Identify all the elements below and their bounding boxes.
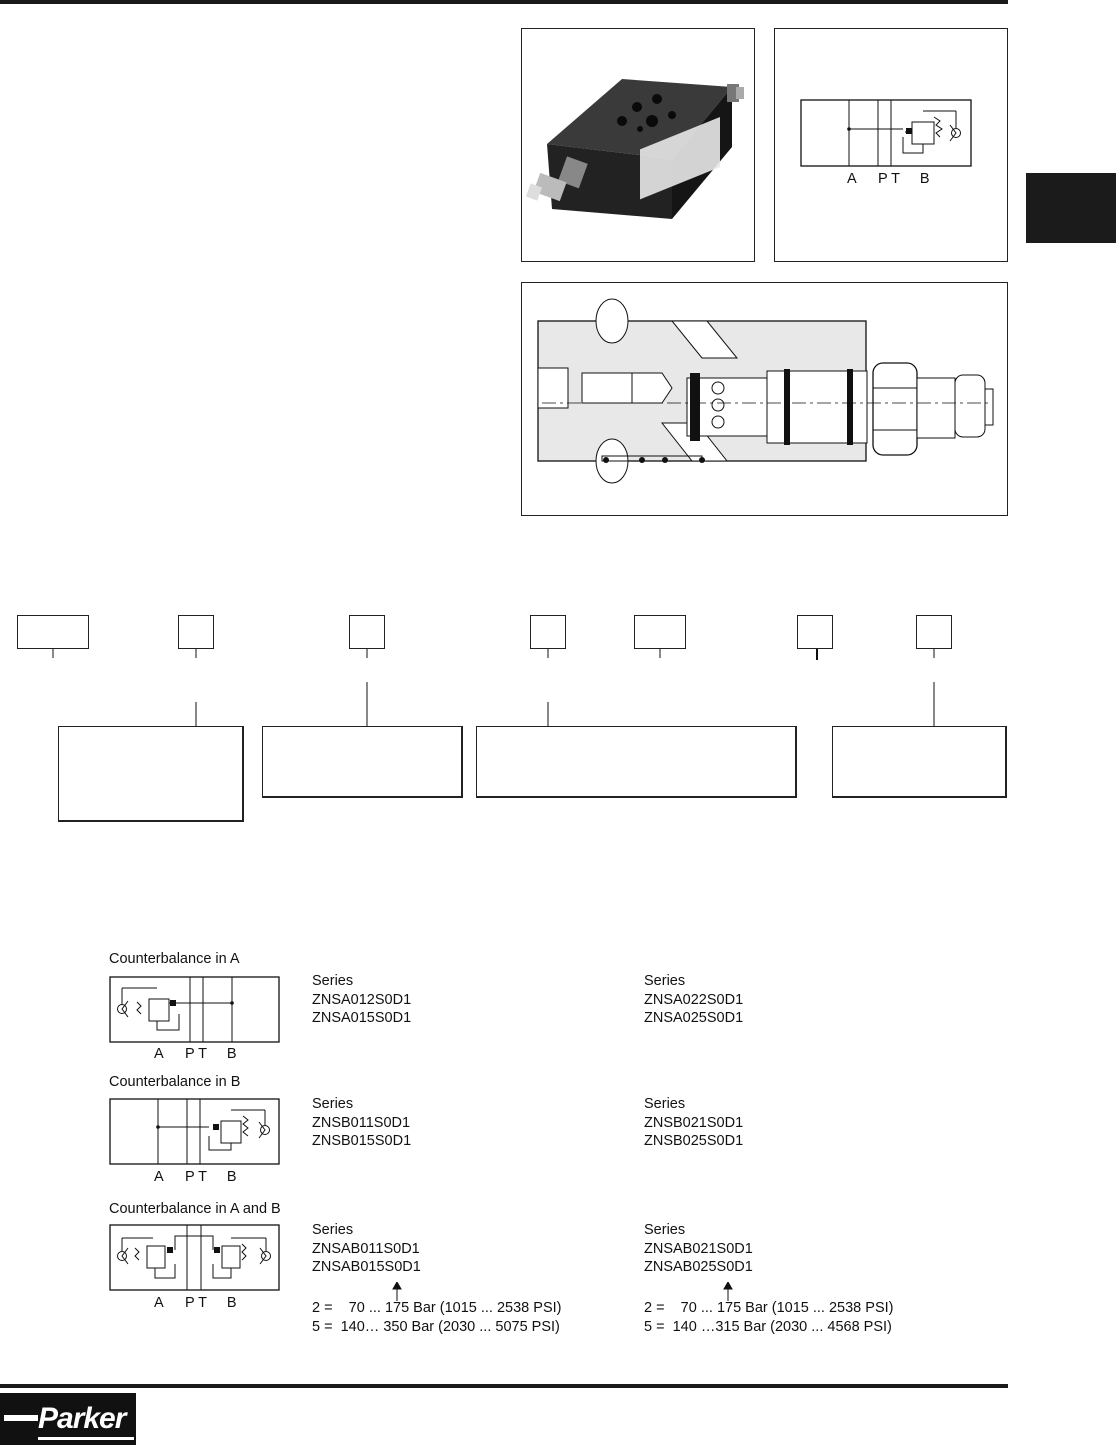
series-code: ZNSB025S0D1 [644, 1133, 744, 1149]
circuit-symbol-a [109, 976, 281, 1044]
series-code: ZNSA015S0D1 [312, 1010, 412, 1026]
port-t: T [198, 1169, 207, 1185]
symbol-port-b: B [919, 171, 930, 187]
code-connector-lines [0, 649, 1116, 729]
code-box-5 [634, 615, 686, 649]
code-box-4 [530, 615, 566, 649]
series-code: ZNSB011S0D1 [312, 1114, 411, 1131]
series-heading: Series [312, 1222, 354, 1238]
port-p: P [184, 1046, 195, 1062]
port-a: A [154, 1295, 163, 1311]
port-p: P [184, 1295, 195, 1311]
hydraulic-symbol [775, 29, 1006, 260]
symbol-port-labels [847, 171, 929, 187]
series-heading: Series [644, 1222, 686, 1238]
series-a-col2 [644, 972, 743, 1028]
logo-bar-underline [38, 1437, 134, 1440]
cross-section-drawing [522, 283, 1006, 514]
series-code: ZNSA012S0D1 [312, 991, 412, 1008]
top-rule [0, 0, 1008, 4]
pressure-range: 5 = 140… 350 Bar (2030 ... 5075 PSI) [312, 1318, 560, 1335]
port-b: B [226, 1046, 237, 1062]
port-a: A [154, 1169, 163, 1185]
logo-bar-left [4, 1415, 38, 1421]
series-ab-col2 [644, 1221, 753, 1277]
series-code: ZNSA022S0D1 [644, 991, 744, 1008]
port-b: B [226, 1295, 237, 1311]
code-box-1 [17, 615, 89, 649]
port-p: P [184, 1169, 195, 1185]
series-heading: Series [312, 1096, 354, 1112]
code-box-6 [797, 615, 833, 649]
symbol-port-p: P [877, 171, 888, 187]
series-code: ZNSAB015S0D1 [312, 1259, 421, 1275]
series-heading: Series [644, 973, 686, 989]
pressure-range: 5 = 140 …315 Bar (2030 ... 4568 PSI) [644, 1318, 892, 1335]
cross-section-frame [521, 282, 1008, 516]
bottom-rule [0, 1384, 1008, 1388]
code-description-box-2 [262, 726, 463, 798]
logo-wordmark: Parker [38, 1402, 126, 1435]
code-box-3 [349, 615, 385, 649]
code-box-7 [916, 615, 952, 649]
diagram-caption-a: Counterbalance in A [109, 951, 240, 967]
series-b-col1 [312, 1095, 411, 1151]
section-tab [1026, 173, 1116, 243]
diagram-caption-b: Counterbalance in B [109, 1074, 241, 1090]
diagram-ports-ab [154, 1295, 236, 1311]
symbol-port-t: T [891, 171, 900, 187]
pressure-range: 2 = 70 ... 175 Bar (1015 ... 2538 PSI) [644, 1300, 894, 1316]
diagram-ports-a [154, 1046, 236, 1062]
series-b-col2 [644, 1095, 743, 1151]
code-description-box-1 [58, 726, 244, 822]
series-code: ZNSAB011S0D1 [312, 1240, 420, 1257]
code-description-box-3 [476, 726, 797, 798]
series-code: ZNSA025S0D1 [644, 1010, 744, 1026]
series-a-col1 [312, 972, 411, 1028]
hydraulic-symbol-frame [774, 28, 1008, 262]
series-code: ZNSAB021S0D1 [644, 1240, 753, 1257]
product-photo-frame [521, 28, 755, 262]
symbol-port-a: A [847, 171, 856, 187]
series-ab-col1 [312, 1221, 421, 1277]
diagram-caption-ab: Counterbalance in A and B [109, 1201, 281, 1217]
code-box-2 [178, 615, 214, 649]
code-description-box-4 [832, 726, 1007, 798]
series-code: ZNSAB025S0D1 [644, 1259, 753, 1275]
circuit-symbol-ab [109, 1224, 281, 1292]
pressure-ranges-col1 [312, 1299, 561, 1336]
port-a: A [154, 1046, 163, 1062]
series-code: ZNSB021S0D1 [644, 1114, 744, 1131]
series-heading: Series [312, 973, 354, 989]
diagram-ports-b [154, 1169, 236, 1185]
port-t: T [198, 1046, 207, 1062]
pressure-ranges-col2 [644, 1299, 893, 1336]
port-b: B [226, 1169, 237, 1185]
series-code: ZNSB015S0D1 [312, 1133, 412, 1149]
port-t: T [198, 1295, 207, 1311]
parker-logo [0, 1393, 136, 1445]
product-photo [522, 29, 753, 260]
circuit-symbol-b [109, 1098, 281, 1166]
series-heading: Series [644, 1096, 686, 1112]
pressure-range: 2 = 70 ... 175 Bar (1015 ... 2538 PSI) [312, 1300, 562, 1316]
